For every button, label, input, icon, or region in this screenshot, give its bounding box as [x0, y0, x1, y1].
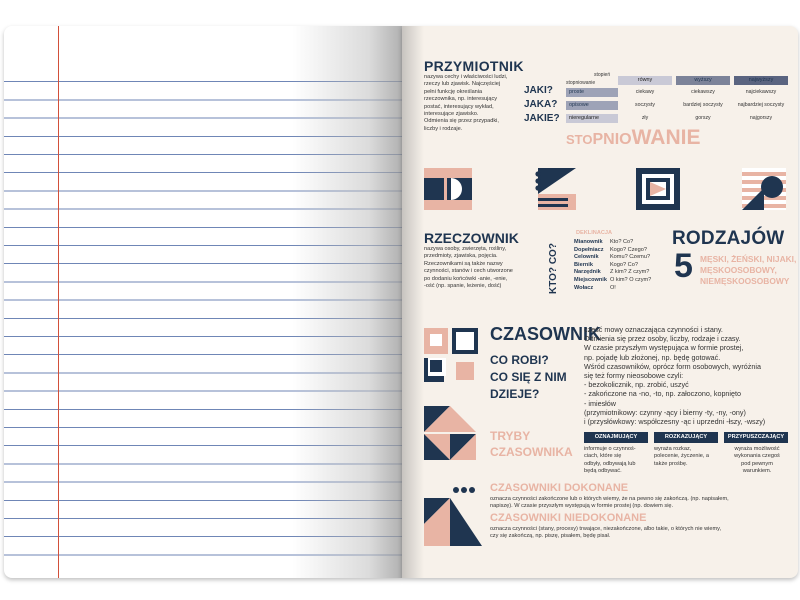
- desc-line: czynności, stanów i cech utworzone: [424, 268, 513, 275]
- niedokonane-title: CZASOWNIKI NIEDOKONANE: [490, 512, 647, 524]
- cell: bardziej soczysty: [683, 102, 723, 108]
- genders-list: [700, 254, 796, 287]
- geometric-circle-square-icon: [424, 168, 472, 210]
- case-name: Dopełniacz: [574, 246, 604, 253]
- desc-line: oznacza czynności (stany, procesy) trwające, niezakończone, albo takie, o których nie wiemy,: [490, 526, 722, 532]
- case-question: O kim? O czym?: [609, 276, 652, 283]
- question: JAKIE?: [524, 113, 560, 124]
- left-lined-page: [4, 26, 402, 578]
- desc-line: polecenie, życzenie, a: [654, 453, 710, 460]
- desc-line: Odmienia się przez przypadki,: [424, 118, 499, 125]
- desc-line: przedmioty, zjawiska, pojęcia.: [424, 253, 498, 260]
- cell: ciekawszy: [691, 89, 715, 95]
- desc-line: wykonania czegoś: [734, 453, 780, 460]
- desc-line: Wśród czasowników, oprócz form osobowych, wyróżnia: [584, 361, 761, 371]
- case-question: Komu? Czemu?: [609, 254, 651, 261]
- desc-line: także prośbę.: [654, 460, 688, 467]
- question: CO ROBI?: [490, 353, 549, 367]
- cell: zły: [641, 115, 649, 121]
- desc-line: po dodaniu końcówki -anie, -enie,: [424, 275, 508, 282]
- desc-line: rzeczy lub zjawisk. Najczęściej: [424, 81, 501, 88]
- gender-line: MĘSKI, ŻEŃSKI, NIJAKI,: [700, 254, 797, 264]
- rodzajow-number: 5: [674, 247, 693, 285]
- case-question: Kogo? Czego?: [609, 246, 647, 253]
- desc-line: (przymiotnikowy: czynny -ący i bierny -ty, -ny, -ony): [584, 407, 746, 417]
- czasownik-description: [584, 325, 794, 426]
- type-opisowe: opisowe: [566, 101, 618, 110]
- desc-line: informuje o czynnoś-: [584, 446, 636, 452]
- desc-line: i (przysłówkowy: współczesny -ąc i uprzedni -łszy, -wszy): [584, 417, 766, 427]
- przymiotnik-description: [424, 74, 524, 133]
- cell: ciekawy: [635, 89, 655, 95]
- cell: gorszy: [695, 115, 711, 121]
- question: CO SIĘ Z NIM: [490, 370, 567, 384]
- desc-line: oznacza czynności zakończone lub o których wiemy, że na pewno się zakończą. (np. napisałem,: [490, 496, 729, 502]
- desc-line: np. pojadę lub złożonej, np. będę gotować.: [584, 352, 721, 362]
- desc-line: wyraża rozkaz,: [654, 446, 692, 452]
- table-row: [574, 247, 654, 255]
- cell: najciekawszy: [745, 89, 777, 95]
- desc-line: liczby i rodzaje.: [424, 125, 463, 132]
- page-fold-shadow: [402, 26, 424, 578]
- rodzajow-title: RODZAJÓW: [672, 228, 785, 249]
- question: JAKA?: [524, 99, 558, 110]
- cell: najbardziej soczysty: [737, 102, 785, 108]
- case-question: O!: [609, 284, 616, 291]
- tryby-label: [490, 428, 573, 460]
- question: JAKI?: [524, 85, 553, 96]
- desc-line: Odmienia się przez osoby, liczby, rodzaje i czasy.: [584, 334, 741, 344]
- banner-part: STO: [566, 132, 593, 147]
- case-name: Celownik: [574, 254, 599, 261]
- dokonane-description: [490, 496, 790, 511]
- mode-tag-rozkazujacy: ROZKAZUJĄCY: [654, 432, 718, 443]
- desc-line: nazywa cechy i właściwości ludzi,: [424, 74, 508, 80]
- tryby-line: CZASOWNIKA: [490, 445, 573, 459]
- cell: soczysty: [635, 102, 655, 108]
- desc-line: -ość (np. spanie, leżenie, dość): [424, 283, 502, 290]
- rzeczownik-description: [424, 246, 546, 290]
- tryby-line: TRYBY: [490, 429, 531, 443]
- desc-line: czy się zakończą, np. piszę, pisałem, będę pisał.: [490, 533, 611, 540]
- table-row: [574, 277, 654, 285]
- gender-line: MĘSKOOSOBOWY,: [700, 265, 777, 275]
- desc-line: W czasie przyszłym występująca w formie prostej,: [584, 343, 744, 353]
- desc-line: postać, interesujący wykład,: [424, 103, 494, 110]
- type-nieregularne: nieregularne: [566, 114, 618, 123]
- question: DZIEJE?: [490, 387, 540, 401]
- stopien-label: stopień: [594, 72, 611, 78]
- rzeczownik-title: RZECZOWNIK: [424, 230, 519, 246]
- declension-table: [574, 239, 654, 292]
- czasownik-title: CZASOWNIK: [490, 324, 601, 344]
- przymiotnik-title: PRZYMIOTNIK: [424, 58, 524, 74]
- type-proste: proste: [566, 88, 618, 97]
- desc-line: nazywa osoby, zwierzęta, rośliny,: [424, 246, 507, 252]
- banner-part: WANIE: [631, 126, 701, 149]
- banner-part: PNIO: [592, 131, 632, 148]
- case-name: Wołacz: [574, 284, 594, 291]
- desc-line: - zakończone na -no, -to, np. załoczono, kopnięto: [584, 389, 742, 399]
- page-fold-shadow: [292, 26, 402, 578]
- degree-header-najwyzszy: najwyższy: [734, 76, 788, 85]
- desc-line: pod pewnym: [741, 460, 773, 467]
- geometric-triangles-grid-icon: [424, 406, 476, 460]
- degree-header-wyzszy: wyższy: [676, 76, 730, 85]
- desc-line: odbyły, odbywają lub: [584, 460, 636, 467]
- desc-line: pełni funkcję określania: [424, 88, 483, 95]
- notebook-spread: [4, 26, 798, 578]
- table-row: [574, 239, 654, 247]
- geometric-squares-block-icon: [424, 328, 480, 384]
- desc-line: - imiesłów: [584, 398, 616, 408]
- desc-line: interesujące zjawisko.: [424, 111, 479, 118]
- przymiotnik-questions: [524, 84, 560, 126]
- geometric-triangle-dots-icon: [532, 168, 576, 210]
- mode-desc: [584, 446, 652, 476]
- czasownik-questions: [490, 352, 567, 403]
- niedokonane-description: [490, 526, 790, 541]
- stopniowanie-banner: [566, 126, 700, 150]
- geometric-stripes-circle-icon: [742, 168, 786, 210]
- desc-line: Rzeczownikami są także nazwy: [424, 260, 503, 267]
- mode-desc: [724, 446, 790, 476]
- desc-line: rzeczownika, np. interesujący: [424, 96, 498, 103]
- case-name: Biernik: [574, 261, 593, 268]
- mode-desc: [654, 446, 722, 468]
- gender-line: NIEMĘSKOOSOBOWY: [700, 276, 790, 286]
- desc-line: się też formy nieosobowe czyli:: [584, 371, 684, 381]
- kto-co-vertical: KTO? CO?: [548, 243, 559, 294]
- mode-tag-oznajmujacy: OZNAJMUJĄCY: [584, 432, 648, 443]
- desc-line: wyraża możliwość: [734, 446, 780, 452]
- margin-line: [58, 26, 59, 578]
- desc-line: warunkiem.: [742, 468, 772, 475]
- dokonane-title: CZASOWNIKI DOKONANE: [490, 482, 629, 494]
- case-name: Miejscownik: [574, 276, 607, 283]
- mode-tag-przypuszczajacy: PRZYPUSZCZAJĄCY: [724, 432, 788, 443]
- table-row: [574, 254, 654, 262]
- degree-header-rowny: równy: [618, 76, 672, 85]
- desc-line: napiszę). W czasie przyszłym występują w formie prostej (np. dowiem się.: [490, 503, 674, 510]
- stopniowanie-label: stopniowanie: [566, 80, 596, 86]
- desc-line: będą odbywać.: [584, 468, 622, 475]
- table-row: [574, 269, 654, 277]
- case-question: Kto? Co?: [609, 239, 634, 245]
- desc-line: część mowy oznaczająca czynności i stany.: [584, 325, 723, 334]
- case-question: Z kim? Z czym?: [609, 269, 650, 276]
- cell: najgorszy: [749, 115, 773, 121]
- table-row: [574, 285, 654, 293]
- case-name: Narzędnik: [574, 269, 601, 276]
- deklinacja-label: DEKLINACJA: [576, 230, 613, 236]
- desc-line: - bezokolicznik, np. zrobić, uszyć: [584, 380, 689, 390]
- desc-line: ciach, które się: [584, 453, 622, 460]
- geometric-nested-squares-icon: [636, 168, 680, 210]
- geometric-triangles-dots-icon: [424, 484, 482, 546]
- case-name: Mianownik: [574, 239, 603, 245]
- case-question: Kogo? Co?: [609, 261, 638, 268]
- right-grammar-page: [402, 26, 798, 578]
- table-row: [574, 262, 654, 270]
